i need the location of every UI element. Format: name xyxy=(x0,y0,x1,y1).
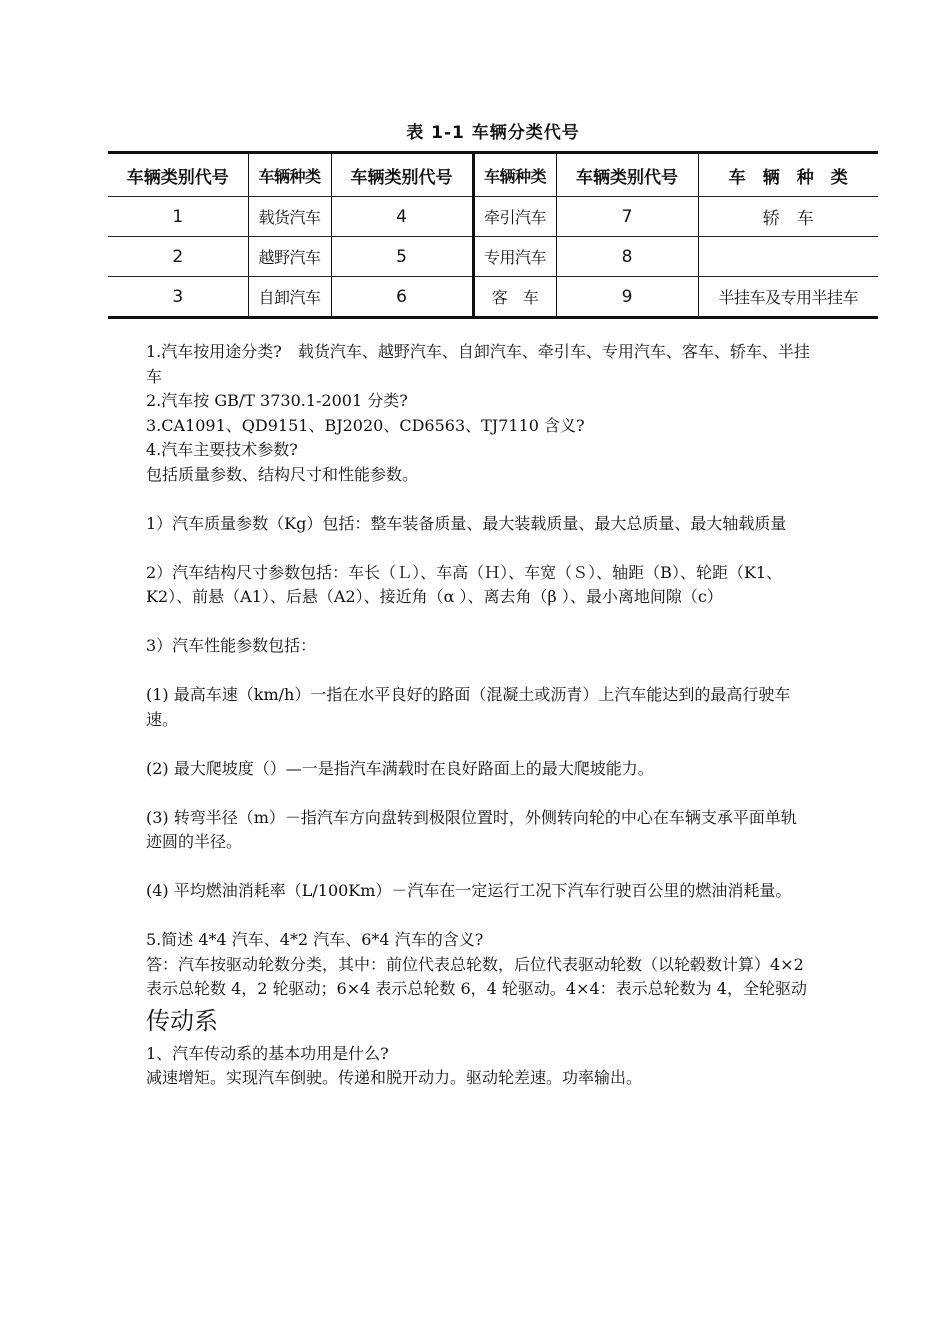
table-cell: 牵引汽车 xyxy=(473,197,556,237)
table-row xyxy=(108,197,878,237)
table-cell: 客 车 xyxy=(473,277,556,318)
table-cell: 越野汽车 xyxy=(248,237,331,277)
table-cell: 载货汽车 xyxy=(248,197,331,237)
performance-item-1: (1) 最高车速（km/h）一指在水平良好的路面（混凝土或沥青）上汽车能达到的最高行驶车速。 xyxy=(146,685,791,729)
question-5-answer: 答：汽车按驱动轮数分类，其中：前位代表总轮数，后位代表驱动轮数（以轮毂数计算）4×2 表示总轮数 4，2 轮驱动；6×4 表示总轮数 6，4 轮驱动。4×4：表示总轮数为 4，全轮驱动 xyxy=(146,954,807,998)
table-cell: 轿 车 xyxy=(698,197,878,237)
table-cell: 2 xyxy=(108,237,248,277)
section-heading: 传动系 xyxy=(146,1006,218,1035)
table-cell: 专用汽车 xyxy=(473,237,556,277)
table-header-row xyxy=(108,153,878,197)
transmission-answer-1: 减速增矩。实现汽车倒驶。传递和脱开动力。驱动轮差速。功率输出。 xyxy=(146,1068,643,1087)
performance-parameters: 3）汽车性能参数包括： xyxy=(146,636,317,655)
header-cell: 车辆类别代号 xyxy=(108,153,248,197)
mass-parameters: 1）汽车质量参数（Kg）包括：整车装备质量、最大装载质量、最大总质量、最大轴载质量 xyxy=(146,513,787,533)
header-cell: 车辆类别代号 xyxy=(556,153,698,197)
performance-item-2: (2) 最大爬坡度（）—一是指汽车满载时在良好路面上的最大爬坡能力。 xyxy=(146,758,654,778)
table-title: 表 1-1 车辆分类代号 xyxy=(406,123,580,143)
question-2: 2.汽车按 GB/T 3730.1-2001 分类? xyxy=(146,391,408,410)
table-cell: 3 xyxy=(108,277,248,318)
header-cell: 车辆种类 xyxy=(248,153,331,197)
table-cell: 半挂车及专用半挂车 xyxy=(698,277,878,318)
performance-item-4: (4) 平均燃油消耗率（L/100Km）－汽车在一定运行工况下汽车行驶百公里的燃油消耗量。 xyxy=(146,881,792,900)
table-cell: 1 xyxy=(108,197,248,237)
table-cell: 9 xyxy=(556,277,698,318)
question-1: 1.汽车按用途分类? 载货汽车、越野汽车、自卸汽车、牵引车、专用汽车、客车、轿车、半挂车 xyxy=(146,342,810,386)
question-4-answer: 包括质量参数、结构尺寸和性能参数。 xyxy=(146,464,419,484)
question-3: 3.CA1091、QD9151、BJ2020、CD6563、TJ7110 含义? xyxy=(146,415,585,435)
table-cell: 8 xyxy=(556,237,698,277)
header-cell: 车 辆 种 类 xyxy=(698,153,878,197)
header-cell: 车辆类别代号 xyxy=(331,153,473,197)
transmission-question-1: 1、汽车传动系的基本功用是什么? xyxy=(146,1043,389,1063)
vehicle-classification-table xyxy=(108,151,878,319)
table-cell: 自卸汽车 xyxy=(248,277,331,318)
table-row xyxy=(108,237,878,277)
table-cell: 4 xyxy=(331,197,473,237)
table-cell: 7 xyxy=(556,197,698,237)
question-5: 5.简述 4*4 汽车、4*2 汽车、6*4 汽车的含义? xyxy=(146,930,484,949)
table-cell xyxy=(698,237,878,277)
question-4: 4.汽车主要技术参数? xyxy=(146,440,298,459)
document-body xyxy=(146,340,811,1091)
header-cell: 车辆种类 xyxy=(473,153,556,197)
table-cell: 5 xyxy=(331,237,473,277)
table-row xyxy=(108,277,878,318)
table-cell: 6 xyxy=(331,277,473,318)
dimension-parameters: 2）汽车结构尺寸参数包括：车长（Ｌ）、车高（Ｈ）、车宽（Ｓ）、轴距（B）、轮距（K1、K2）、前悬（A1）、后悬（A2）、接近角（α ）、离去角（β ）、最小离地间隙（c） xyxy=(146,562,783,606)
performance-item-3: (3) 转弯半径（m）－指汽车方向盘转到极限位置时，外侧转向轮的中心在车辆支承平面单轨迹圆的半径。 xyxy=(146,807,797,851)
